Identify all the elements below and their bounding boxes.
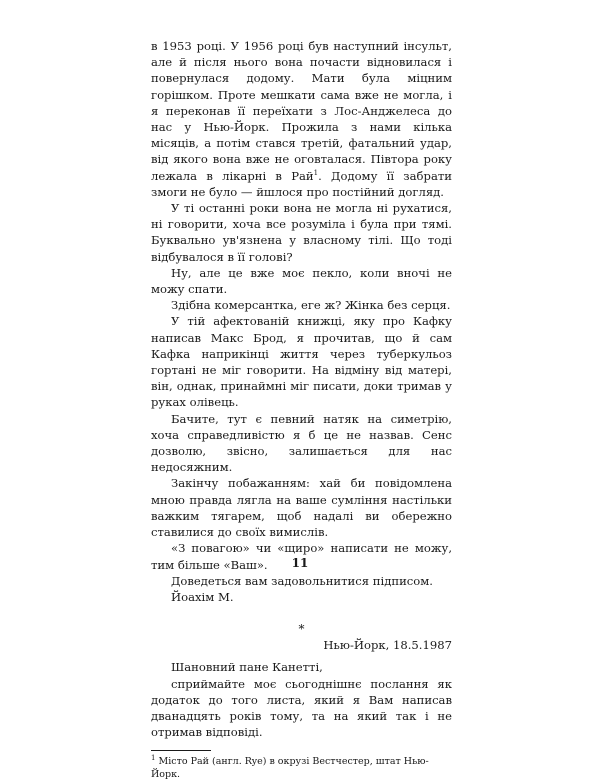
signature: Йоахім М.: [171, 589, 234, 604]
paragraph-4: Здібна комерсантка, еге ж? Жінка без серця.: [171, 298, 451, 313]
paragraph-3: Ну, але це вже моє пекло, коли вночі не можу спати.: [151, 265, 452, 297]
footnote-number: 1: [151, 754, 156, 763]
footnote-rule: [151, 750, 211, 751]
paragraph-8: «З повагою» чи «щиро» написати не можу, тим більше «Ваш».: [151, 541, 452, 572]
paragraph-9: Доведеться вам задовольнитися підписом.: [171, 573, 433, 588]
footnote-text: Місто Рай (англ. Rye) в окрузі Вестчестер, штат Нью-Йорк.: [151, 756, 429, 781]
salutation: Шановний пане Канетті,: [171, 660, 323, 675]
paragraph-2: У ті останні роки вона не могла ні рухатися, ні говорити, хоча все розуміла і була при тямі. Буквально ув'язнена у власному тілі. Що тоді відбувалося в її голові?: [151, 201, 452, 264]
paragraph-7: Закінчу побажанням: хай би повідомлена мною правда лягла на ваше сумління настільки важким тягарем, щоб надалі ви обережно ставилися до своїх вимислів.: [151, 476, 452, 540]
paragraph-1-text: в 1953 році. У 1956 році був наступний інсульт, але й після нього вона почасти відновилася і повернулася додому. Мати була міцним горішком. Проте мешкати сама вже не могла, і я переконав її переїхати з Лос-Анджелеса до нас у Нью-Йорк. Прожила з нами кілька місяців, а потім стався третій, фатальний удар, від якого вона вже не оговталася. Півтора року лежала в лікарні в Рай: [151, 39, 452, 183]
footnote-marker: 1: [313, 168, 319, 177]
page-number: 11: [291, 556, 309, 570]
dateline: Нью-Йорк, 18.5.1987: [323, 638, 452, 653]
footnote: [151, 755, 452, 781]
section-separator: *: [298, 622, 305, 637]
letter-body: сприймайте моє сьогоднішнє послання як додаток до того листа, який я Вам написав дванадцять років тому, та на який так і не отримав відповіді.: [151, 676, 452, 740]
paragraph-1-tail: . Додому її забрати змоги не було — йшлося про постійний догляд.: [151, 168, 452, 199]
paragraph-5: У тій афектованій книжці, яку про Кафку написав Макс Брод, я прочитав, що й сам Кафка наприкінці життя через туберкульоз гортані не міг говорити. На відміну від матері, він, однак, принаймні міг писати, доки тримав у руках олівець.: [151, 314, 452, 410]
text-block: [151, 38, 452, 781]
paragraph-6: Бачите, тут є певний натяк на симетрію, хоча справедливістю я б це не назвав. Сенс дозволю, звісно, залишається для нас недосяжним.: [151, 411, 452, 475]
paragraph-1: [151, 38, 452, 200]
